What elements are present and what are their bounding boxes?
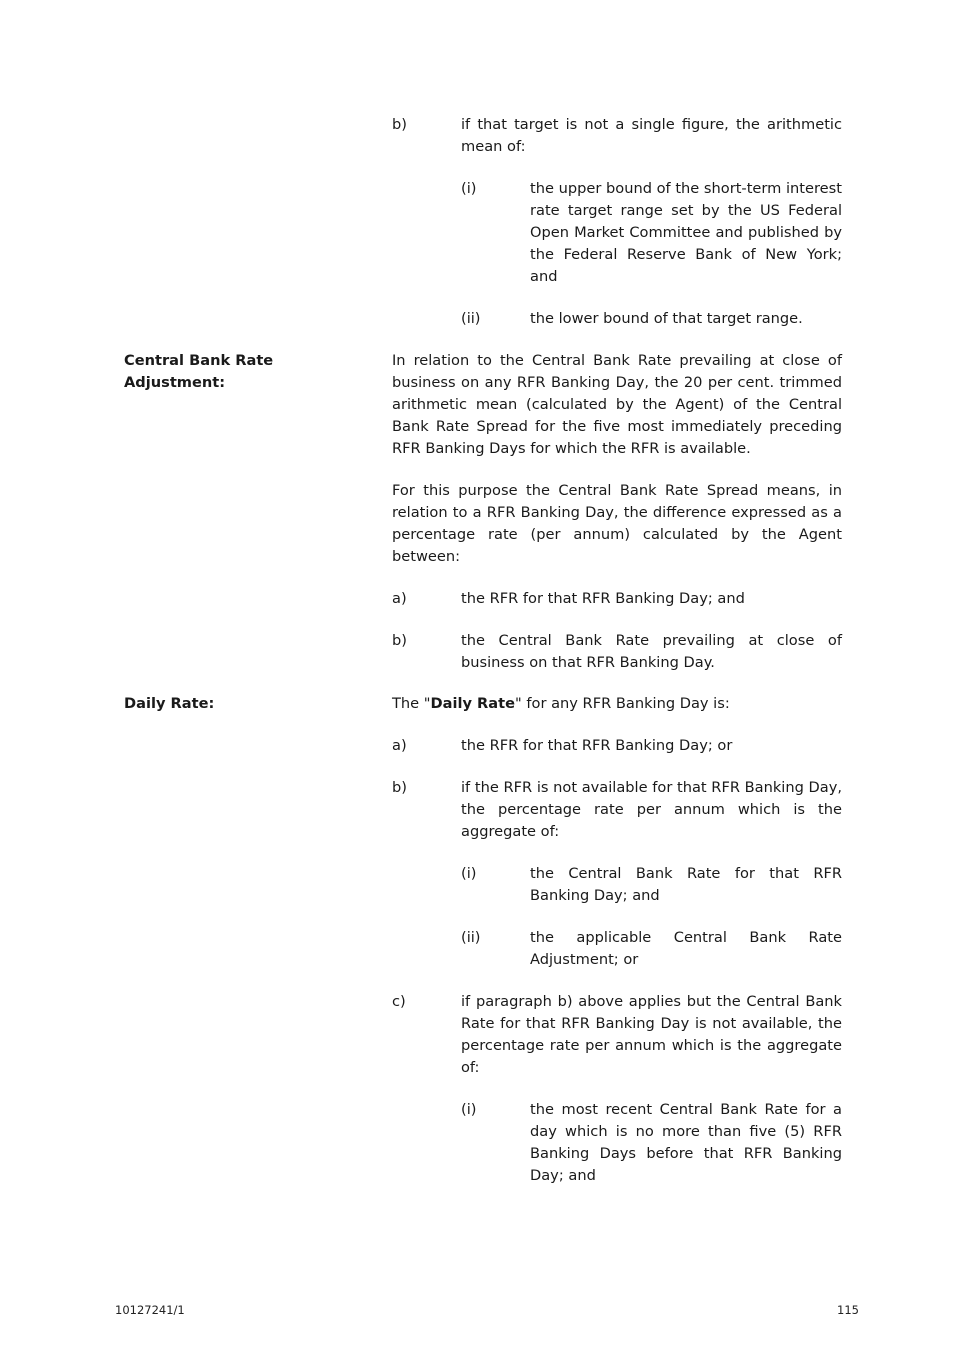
list-text-dr-b-ii: the applicable Central Bank Rate Adjustment; or bbox=[530, 929, 842, 968]
list-marker-ii: (ii) bbox=[461, 310, 481, 327]
list-marker-i: (i) bbox=[461, 180, 477, 197]
list-marker-b: b) bbox=[392, 116, 407, 133]
list-text-dr-c-i: the most recent Central Bank Rate for a day which is no more than five (5) RFR Banking Days before that RFR Banking Day; and bbox=[530, 1101, 842, 1184]
list-marker-dr-c: c) bbox=[392, 993, 406, 1010]
list-text-dr-a: the RFR for that RFR Banking Day; or bbox=[461, 737, 733, 754]
list-marker-dr-b-i: (i) bbox=[461, 865, 477, 882]
definition-term-daily-rate: Daily Rate: bbox=[124, 695, 215, 712]
definition-paragraph-cbra-1: In relation to the Central Bank Rate prevailing at close of business on any RFR Banking Day, the 20 per cent. trimmed arithmetic mean (calculated by the Agent) of the Central Bank Rate Spread for the five most immediately preceding RFR Banking Days for which the RFR is available. bbox=[392, 352, 842, 457]
list-marker-dr-b-ii: (ii) bbox=[461, 929, 481, 946]
document-reference: 10127241/1 bbox=[115, 1303, 185, 1317]
list-text-dr-c: if paragraph b) above applies but the Central Bank Rate for that RFR Banking Day is not available, the percentage rate per annum which is the aggregate of: bbox=[461, 993, 842, 1076]
defined-term-daily-rate: Daily Rate bbox=[430, 695, 516, 712]
list-text-i: the upper bound of the short-term interest rate target range set by the US Federal Open Market Committee and published by the Federal Reserve Bank of New York; and bbox=[530, 180, 842, 285]
definition-intro-daily-rate: The "Daily Rate" for any RFR Banking Day is: bbox=[392, 695, 730, 712]
list-marker-cbra-a: a) bbox=[392, 590, 407, 607]
list-marker-dr-c-i: (i) bbox=[461, 1101, 477, 1118]
list-marker-dr-b: b) bbox=[392, 779, 407, 796]
list-text-b: if that target is not a single figure, the arithmetic mean of: bbox=[461, 116, 842, 155]
list-text-ii: the lower bound of that target range. bbox=[530, 310, 803, 327]
list-text-cbra-b: the Central Bank Rate prevailing at close of business on that RFR Banking Day. bbox=[461, 632, 842, 671]
page-number: 115 bbox=[837, 1303, 859, 1317]
list-text-dr-b-i: the Central Bank Rate for that RFR Banking Day; and bbox=[530, 865, 842, 904]
list-marker-dr-a: a) bbox=[392, 737, 407, 754]
definition-term-cbra: Central Bank Rate Adjustment: bbox=[124, 352, 274, 391]
list-text-dr-b: if the RFR is not available for that RFR Banking Day, the percentage rate per annum which is the aggregate of: bbox=[461, 779, 842, 840]
list-marker-cbra-b: b) bbox=[392, 632, 407, 649]
definition-paragraph-cbra-2: For this purpose the Central Bank Rate Spread means, in relation to a RFR Banking Day, the difference expressed as a percentage rate (per annum) calculated by the Agent between: bbox=[392, 482, 842, 565]
list-text-cbra-a: the RFR for that RFR Banking Day; and bbox=[461, 590, 745, 607]
